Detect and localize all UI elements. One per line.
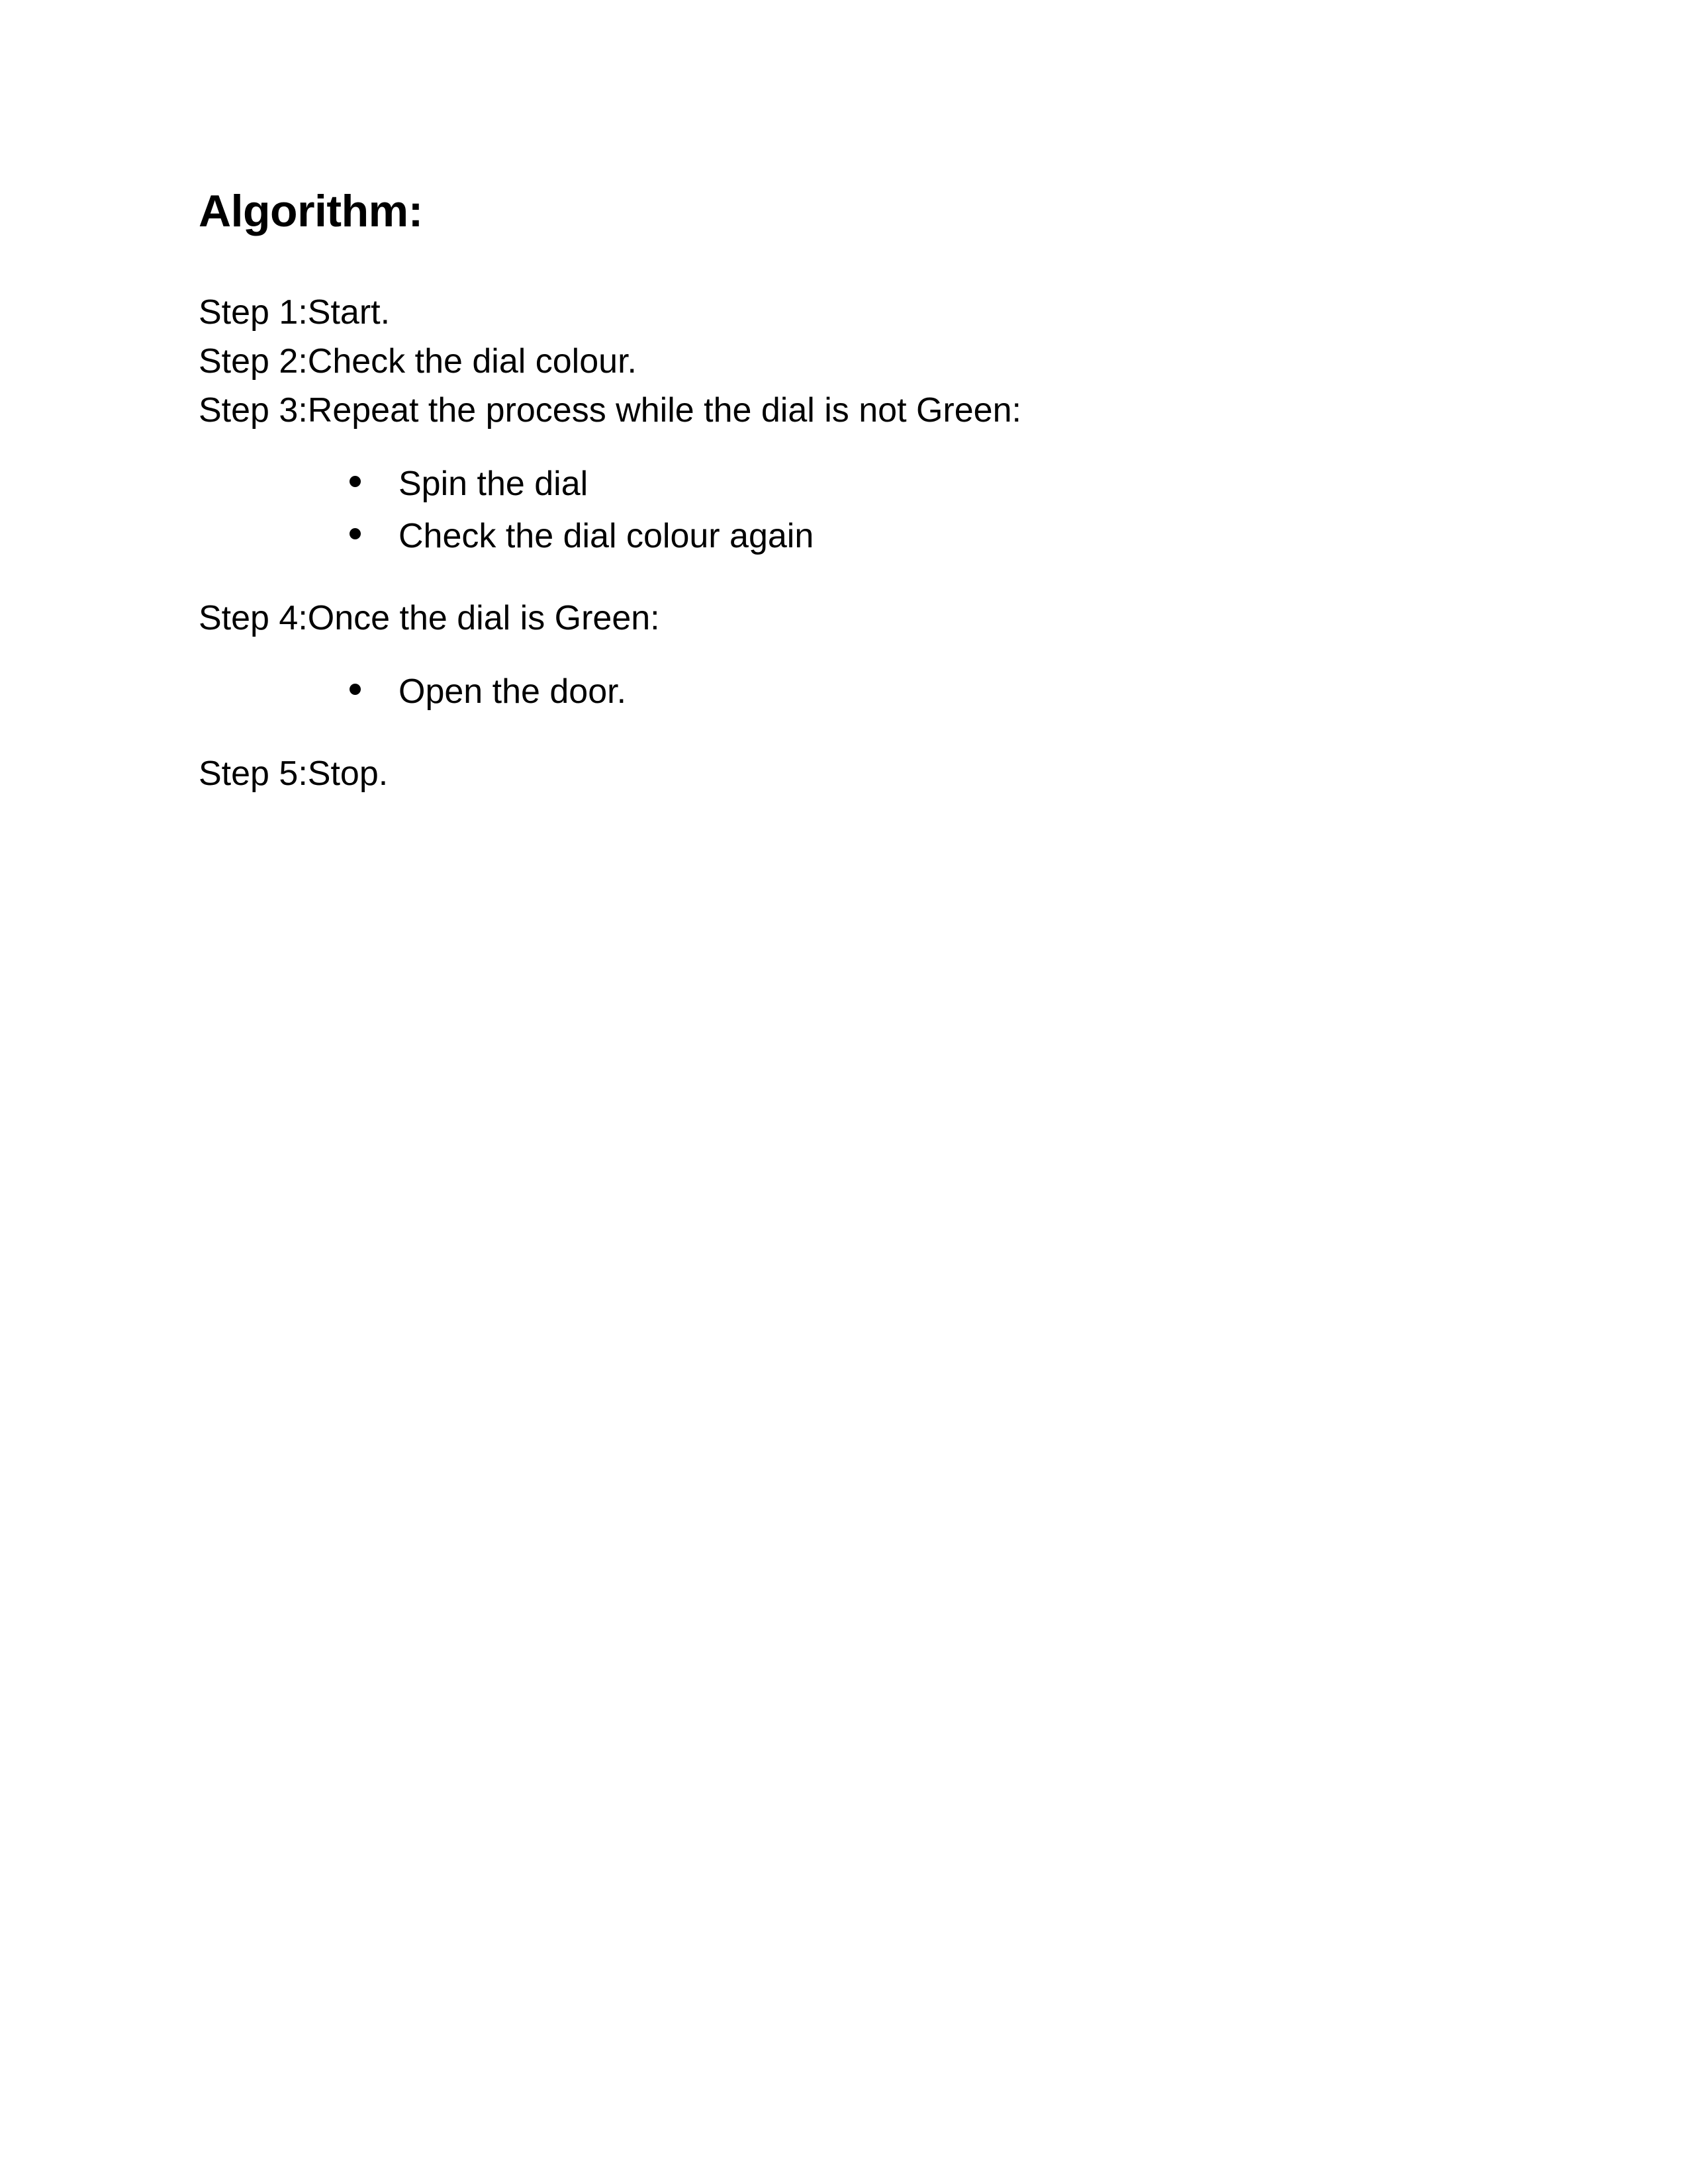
step-line-1: Step 1:Start. [199, 293, 391, 332]
list-item-label: Open the door. [399, 672, 627, 711]
list-item-label: Check the dial colour again [399, 516, 814, 555]
page-title: Algorithm: [199, 186, 423, 236]
bullet-dot-icon [350, 528, 361, 539]
step-line-4: Step 4:Once the dial is Green: [199, 598, 660, 637]
list-item [350, 666, 1489, 718]
bullet-list-step-4 [199, 666, 1489, 718]
list-item [350, 510, 1489, 563]
bullet-dot-icon [350, 684, 361, 695]
bullet-dot-icon [350, 476, 361, 487]
step-line-5: Step 5:Stop. [199, 754, 389, 793]
list-item [350, 458, 1489, 510]
algorithm-steps-intro [199, 289, 1489, 435]
step-line-2: Step 2:Check the dial colour. [199, 342, 637, 381]
step-line-3: Step 3:Repeat the process while the dial is not Green: [199, 390, 1021, 430]
bullet-list-step-3 [199, 458, 1489, 563]
list-item-label: Spin the dial [399, 464, 588, 503]
